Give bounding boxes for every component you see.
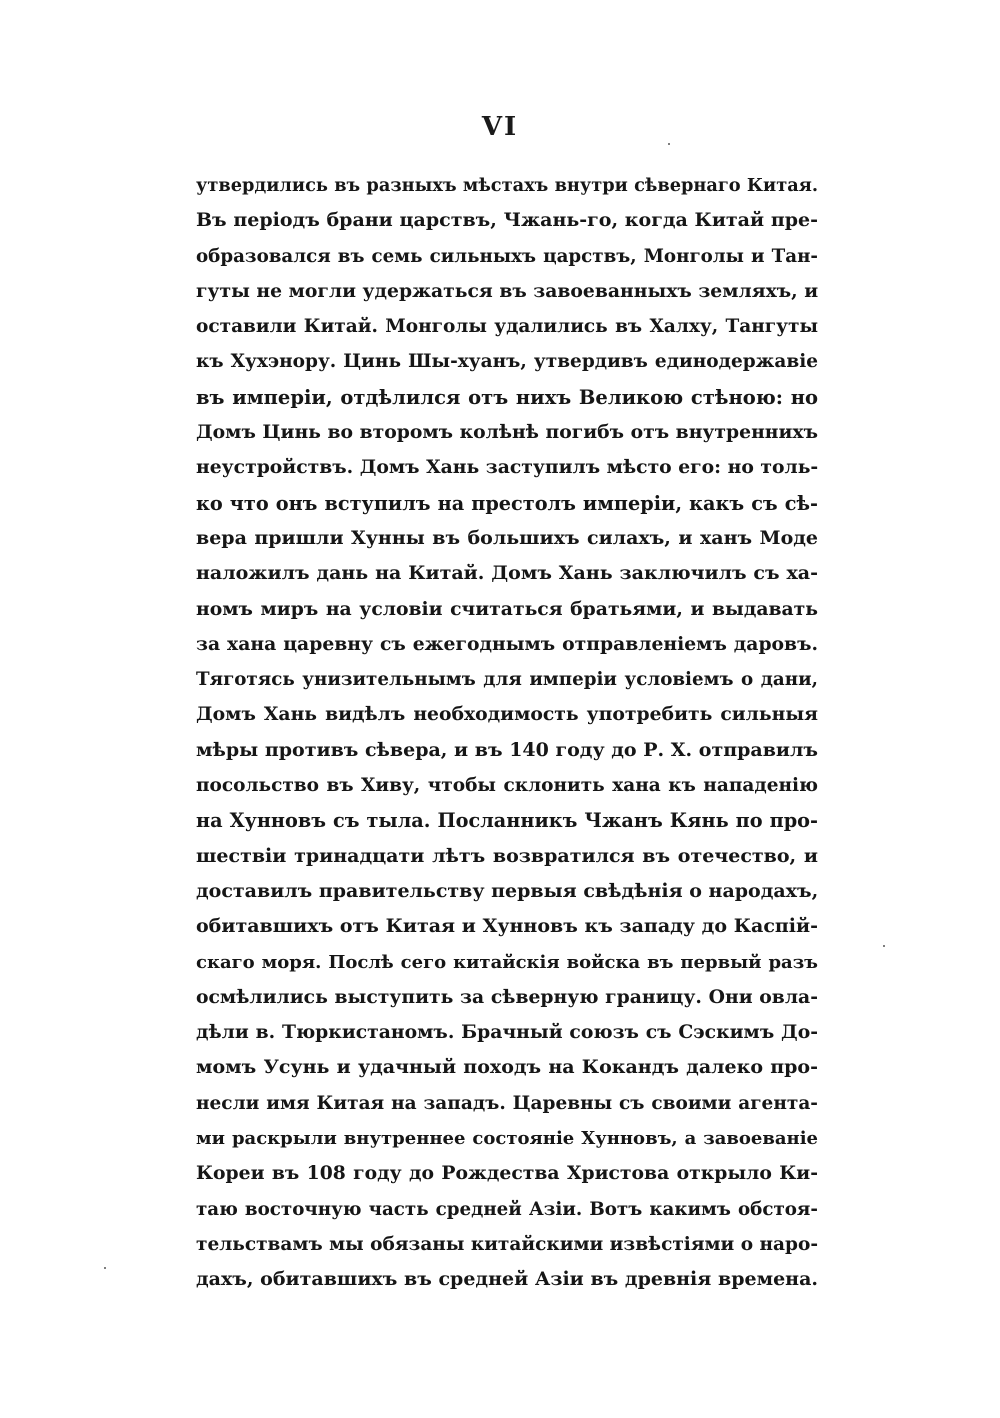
text-line: дѣли в. Тюркистаномъ. Брачный союзъ съ Сэскимъ До-	[196, 1021, 818, 1044]
text-line: момъ Усунь и удачный походъ на Кокандъ далеко про-	[196, 1056, 818, 1079]
text-line: на Хунновъ съ тыла. Посланникъ Чжанъ Кянь по про-	[196, 809, 818, 833]
scan-speck	[104, 1267, 106, 1269]
scan-speck	[883, 945, 885, 947]
text-line: въ имперіи, отдѣлился отъ нихъ Великою стѣною: но	[196, 385, 818, 409]
text-line: вера пришли Хунны въ большихъ силахъ, и ханъ Моде	[196, 526, 818, 549]
text-line: посольство въ Хиву, чтобы склонить хана къ нападенію	[196, 775, 818, 797]
text-line: оставили Китай. Монголы удалились въ Халху, Тангуты	[196, 316, 818, 338]
text-line: несли имя Китая на западъ. Царевны съ своими агента-	[196, 1092, 818, 1114]
text-line: Домъ Хань видѣлъ необходимость употребить сильныя	[196, 703, 818, 726]
text-line: образовался въ семь сильныхъ царствъ, Монголы и Тан-	[196, 245, 818, 267]
text-line: наложилъ дань на Китай. Домъ Хань заключилъ съ ха-	[196, 562, 818, 585]
text-line: доставилъ правительству первыя свѣдѣнія о народахъ,	[196, 879, 818, 902]
text-line: скаго моря. Послѣ сего китайскія войска въ первый разъ	[196, 951, 818, 973]
page-number: VI	[481, 112, 519, 142]
text-line: тельствамъ мы обязаны китайскими извѣстіями о наро-	[196, 1233, 818, 1255]
body-text	[196, 168, 818, 1298]
text-line: Домъ Цинь во второмъ колѣнѣ погибъ отъ внутреннихъ	[196, 421, 818, 444]
scan-speck	[668, 143, 670, 145]
text-line: ко что онъ вступилъ на престолъ имперіи, какъ съ сѣ-	[196, 491, 818, 515]
text-line: обитавшихъ отъ Китая и Хунновъ къ западу до Каспій-	[196, 915, 818, 938]
text-line: утвердились въ разныхъ мѣстахъ внутри сѣвернаго Китая.	[196, 175, 818, 196]
text-line: таю восточную часть средней Азіи. Вотъ какимъ обстоя-	[196, 1198, 818, 1220]
text-line: къ Хухэнору. Цинь Шы-хуанъ, утвердивъ единодержавіе	[196, 351, 818, 373]
text-line: мѣры противъ сѣвера, и въ 140 году до Р. Х. отправилъ	[196, 738, 818, 761]
text-line: за хана царевну съ ежегоднымъ отправленіемъ даровъ.	[196, 632, 818, 655]
text-line: дахъ, обитавшихъ въ средней Азіи въ древнія времена.	[196, 1268, 818, 1291]
text-line: гуты не могли удержаться въ завоеванныхъ земляхъ, и	[196, 279, 818, 302]
text-line: осмѣлились выступить за сѣверную границу. Они овла-	[196, 985, 818, 1008]
text-line: шествіи тринадцати лѣтъ возвратился въ отечество, и	[196, 844, 818, 867]
text-line: ми раскрыли внутреннее состояніе Хунновъ, а завоеваніе	[196, 1128, 818, 1150]
text-line: Тяготясь унизительнымъ для имперіи условіемъ о дани,	[196, 669, 818, 691]
text-line: Кореи въ 108 году до Рождества Христова открыло Ки-	[196, 1162, 818, 1185]
text-line: Въ періодъ брани царствъ, Чжань-го, когда Китай пре-	[196, 209, 818, 232]
text-line: неустройствъ. Домъ Хань заступилъ мѣсто его: но толь-	[196, 456, 818, 479]
text-line: номъ миръ на условіи считаться братьями, и выдавать	[196, 597, 818, 620]
